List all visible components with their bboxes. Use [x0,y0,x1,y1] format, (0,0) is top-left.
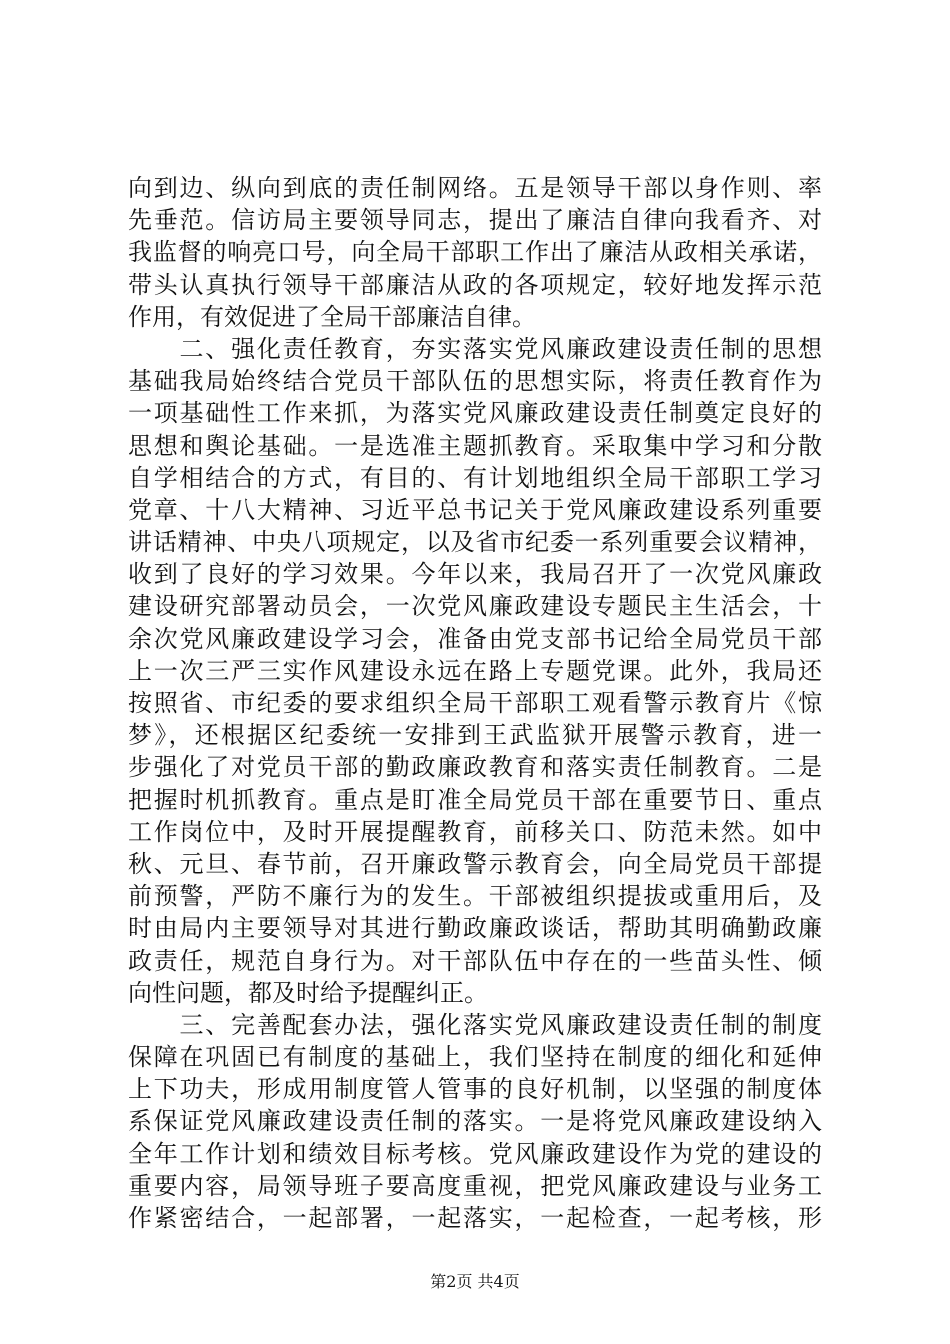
text-line: 三、完善配套办法，强化落实党风廉政建设责任制的制度 [128,1010,822,1039]
text-line: 余次党风廉政建设学习会，准备由党支部书记给全局党员干部 [128,624,822,653]
text-line: 基础我局始终结合党员干部队伍的思想实际，将责任教育作为 [128,367,822,396]
page-footer: 第2页 共4页 [430,1272,520,1291]
text-line: 上下功夫，形成用制度管人管事的良好机制，以坚强的制度体 [128,1075,822,1104]
text-line: 自学相结合的方式，有目的、有计划地组织全局干部职工学习 [128,463,822,492]
text-line: 工作岗位中，及时开展提醒教育，前移关口、防范未然。如中 [128,817,822,846]
text-line: 收到了良好的学习效果。今年以来，我局召开了一次党风廉政 [128,560,822,589]
text-line: 党章、十八大精神、习近平总书记关于党风廉政建设系列重要 [128,495,822,524]
text-line: 步强化了对党员干部的勤政廉政教育和落实责任制教育。二是 [128,753,822,782]
text-line: 梦》，还根据区纪委统一安排到王武监狱开展警示教育，进一 [128,721,822,750]
text-line: 政责任，规范自身行为。对干部队伍中存在的一些苗头性、倾 [128,946,822,975]
document-body [128,172,822,1234]
text-line: 把握时机抓教育。重点是盯准全局党员干部在重要节日、重点 [128,785,822,814]
text-line: 时由局内主要领导对其进行勤政廉政谈话，帮助其明确勤政廉 [128,914,822,943]
text-line: 按照省、市纪委的要求组织全局干部职工观看警示教育片《惊 [128,689,822,717]
text-line: 先垂范。信访局主要领导同志，提出了廉洁自律向我看齐、对 [128,206,822,235]
text-line: 作紧密结合，一起部署，一起落实，一起检查，一起考核，形 [128,1204,822,1232]
text-line: 上一次三严三实作风建设永远在路上专题党课。此外，我局还 [128,656,822,685]
text-line: 重要内容，局领导班子要高度重视，把党风廉政建设与业务工 [128,1171,822,1200]
text-line: 带头认真执行领导干部廉洁从政的各项规定，较好地发挥示范 [128,270,822,299]
text-line: 向到边、纵向到底的责任制网络。五是领导干部以身作则、率 [128,174,822,202]
text-line: 全年工作计划和绩效目标考核。党风廉政建设作为党的建设的 [128,1139,822,1168]
text-line: 我监督的响亮口号，向全局干部职工作出了廉洁从政相关承诺， [128,238,822,267]
text-line: 二、强化责任教育，夯实落实党风廉政建设责任制的思想 [128,334,822,363]
text-line: 作用，有效促进了全局干部廉洁自律。 [128,302,536,331]
text-line: 向性问题，都及时给予提醒纠正。 [128,978,488,1007]
text-line: 秋、元旦、春节前，召开廉政警示教育会，向全局党员干部提 [128,849,822,878]
text-line: 保障在巩固已有制度的基础上，我们坚持在制度的细化和延伸 [128,1043,822,1072]
text-line: 前预警，严防不廉行为的发生。干部被组织提拔或重用后，及 [128,882,822,911]
text-line: 系保证党风廉政建设责任制的落实。一是将党风廉政建设纳入 [128,1107,822,1136]
text-line: 思想和舆论基础。一是选准主题抓教育。采取集中学习和分散 [128,431,822,460]
text-line: 讲话精神、中央八项规定，以及省市纪委一系列重要会议精神， [128,528,822,557]
text-line: 建设研究部署动员会，一次党风廉政建设专题民主生活会，十 [128,592,822,621]
text-line: 一项基础性工作来抓，为落实党风廉政建设责任制奠定良好的 [128,399,822,428]
